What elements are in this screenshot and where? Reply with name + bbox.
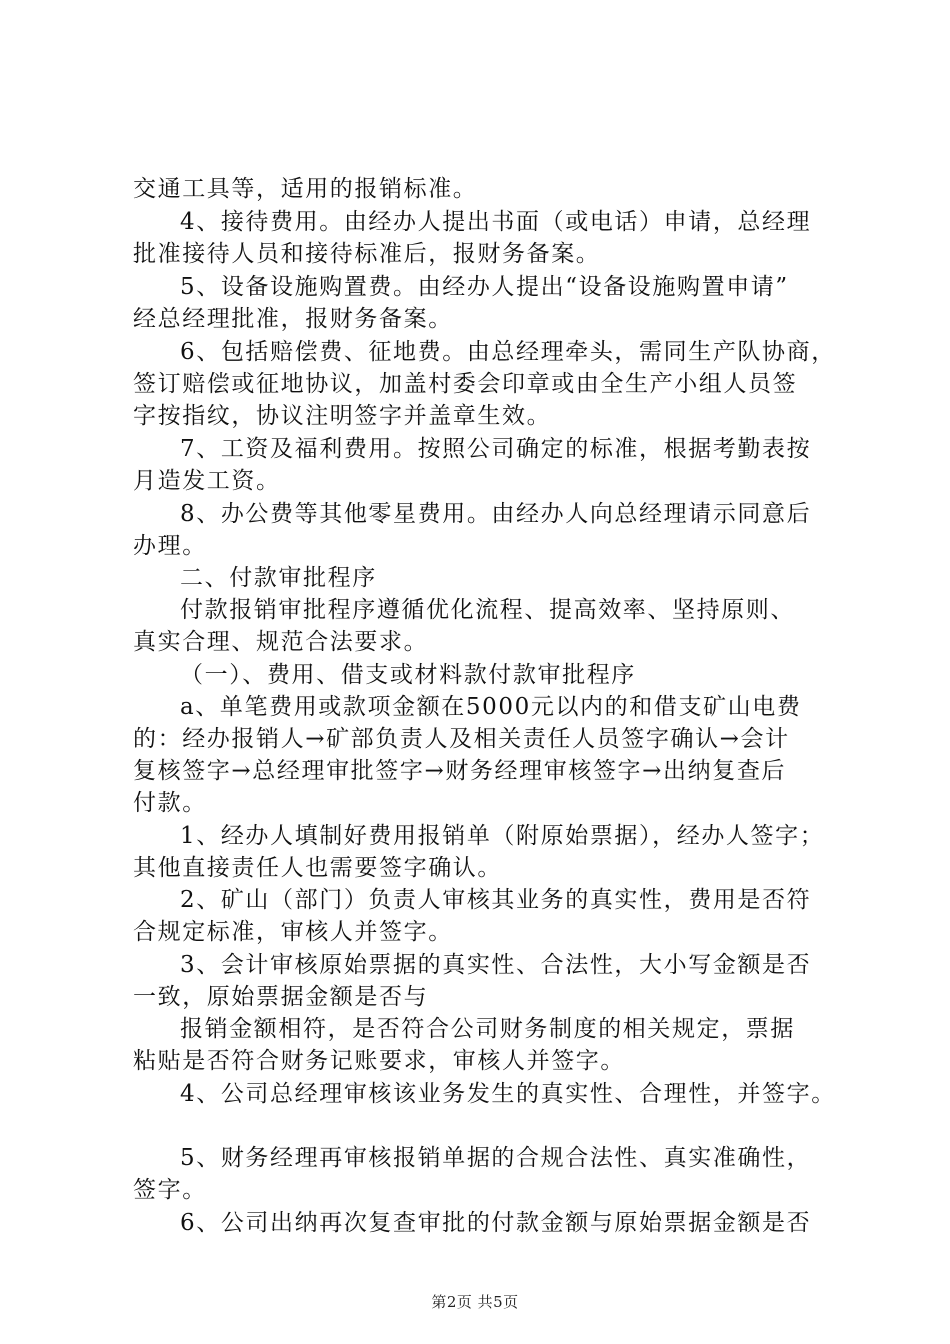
text-line: 办理。 [133, 533, 207, 559]
text-line: 月造发工资。 [133, 468, 281, 494]
text-line: 报销金额相符，是否符合公司财务制度的相关规定，票据 [180, 1016, 795, 1042]
text-line: 付款报销审批程序遵循优化流程、提高效率、坚持原则、 [180, 597, 795, 623]
text-line: 6、包括赔偿费、征地费。由总经理牵头，需同生产队协商， [180, 339, 836, 365]
text-line: 合规定标准，审核人并签字。 [133, 919, 453, 945]
text-line: 经总经理批准，报财务备案。 [133, 306, 453, 332]
text-line: 交通工具等，适用的报销标准。 [133, 176, 478, 202]
text-line: 5、设备设施购置费。由经办人提出“设备设施购置申请” [180, 274, 789, 300]
text-line: 4、接待费用。由经办人提出书面（或电话）申请，总经理 [180, 209, 812, 235]
text-line: 8、办公费等其他零星费用。由经办人向总经理请示同意后 [180, 501, 812, 527]
text-line: 粘贴是否符合财务记账要求，审核人并签字。 [133, 1048, 625, 1074]
subsection-heading: （一）、费用、借支或材料款付款审批程序 [180, 662, 636, 688]
text-line: 2、矿山（部门）负责人审核其业务的真实性，费用是否符 [180, 887, 812, 913]
text-line: 批准接待人员和接待标准后，报财务备案。 [133, 241, 601, 267]
text-line: a、单笔费用或款项金额在5000元以内的和借支矿山电费 [180, 694, 802, 720]
text-line: 签字。 [133, 1177, 207, 1203]
text-line: 真实合理、规范合法要求。 [133, 629, 429, 655]
text-line: 付款。 [133, 790, 207, 816]
text-line: 5、财务经理再审核报销单据的合规合法性、真实准确性， [180, 1145, 812, 1171]
text-line: 4、公司总经理审核该业务发生的真实性、合理性，并签字。 [180, 1081, 836, 1107]
text-line: 1、经办人填制好费用报销单（附原始票据），经办人签字； [180, 823, 825, 849]
text-line: 6、公司出纳再次复查审批的付款金额与原始票据金额是否 [180, 1210, 812, 1236]
section-heading: 二、付款审批程序 [180, 565, 377, 591]
text-line: 签订赔偿或征地协议，加盖村委会印章或由全生产小组人员签 [133, 371, 798, 397]
text-line: 其他直接责任人也需要签字确认。 [133, 855, 502, 881]
text-line: 的：经办报销人→矿部负责人及相关责任人员签字确认→会计 [133, 726, 790, 752]
text-line: 3、会计审核原始票据的真实性、合法性，大小写金额是否 [180, 952, 812, 978]
text-line: 一致，原始票据金额是否与 [133, 984, 429, 1010]
text-line: 复核签字→总经理审批签字→财务经理审核签字→出纳复查后 [133, 758, 787, 784]
text-line: 7、工资及福利费用。按照公司确定的标准，根据考勤表按 [180, 436, 812, 462]
text-line: 字按指纹，协议注明签字并盖章生效。 [133, 403, 552, 429]
page-number-footer: 第2页 共5页 [431, 1293, 519, 1311]
